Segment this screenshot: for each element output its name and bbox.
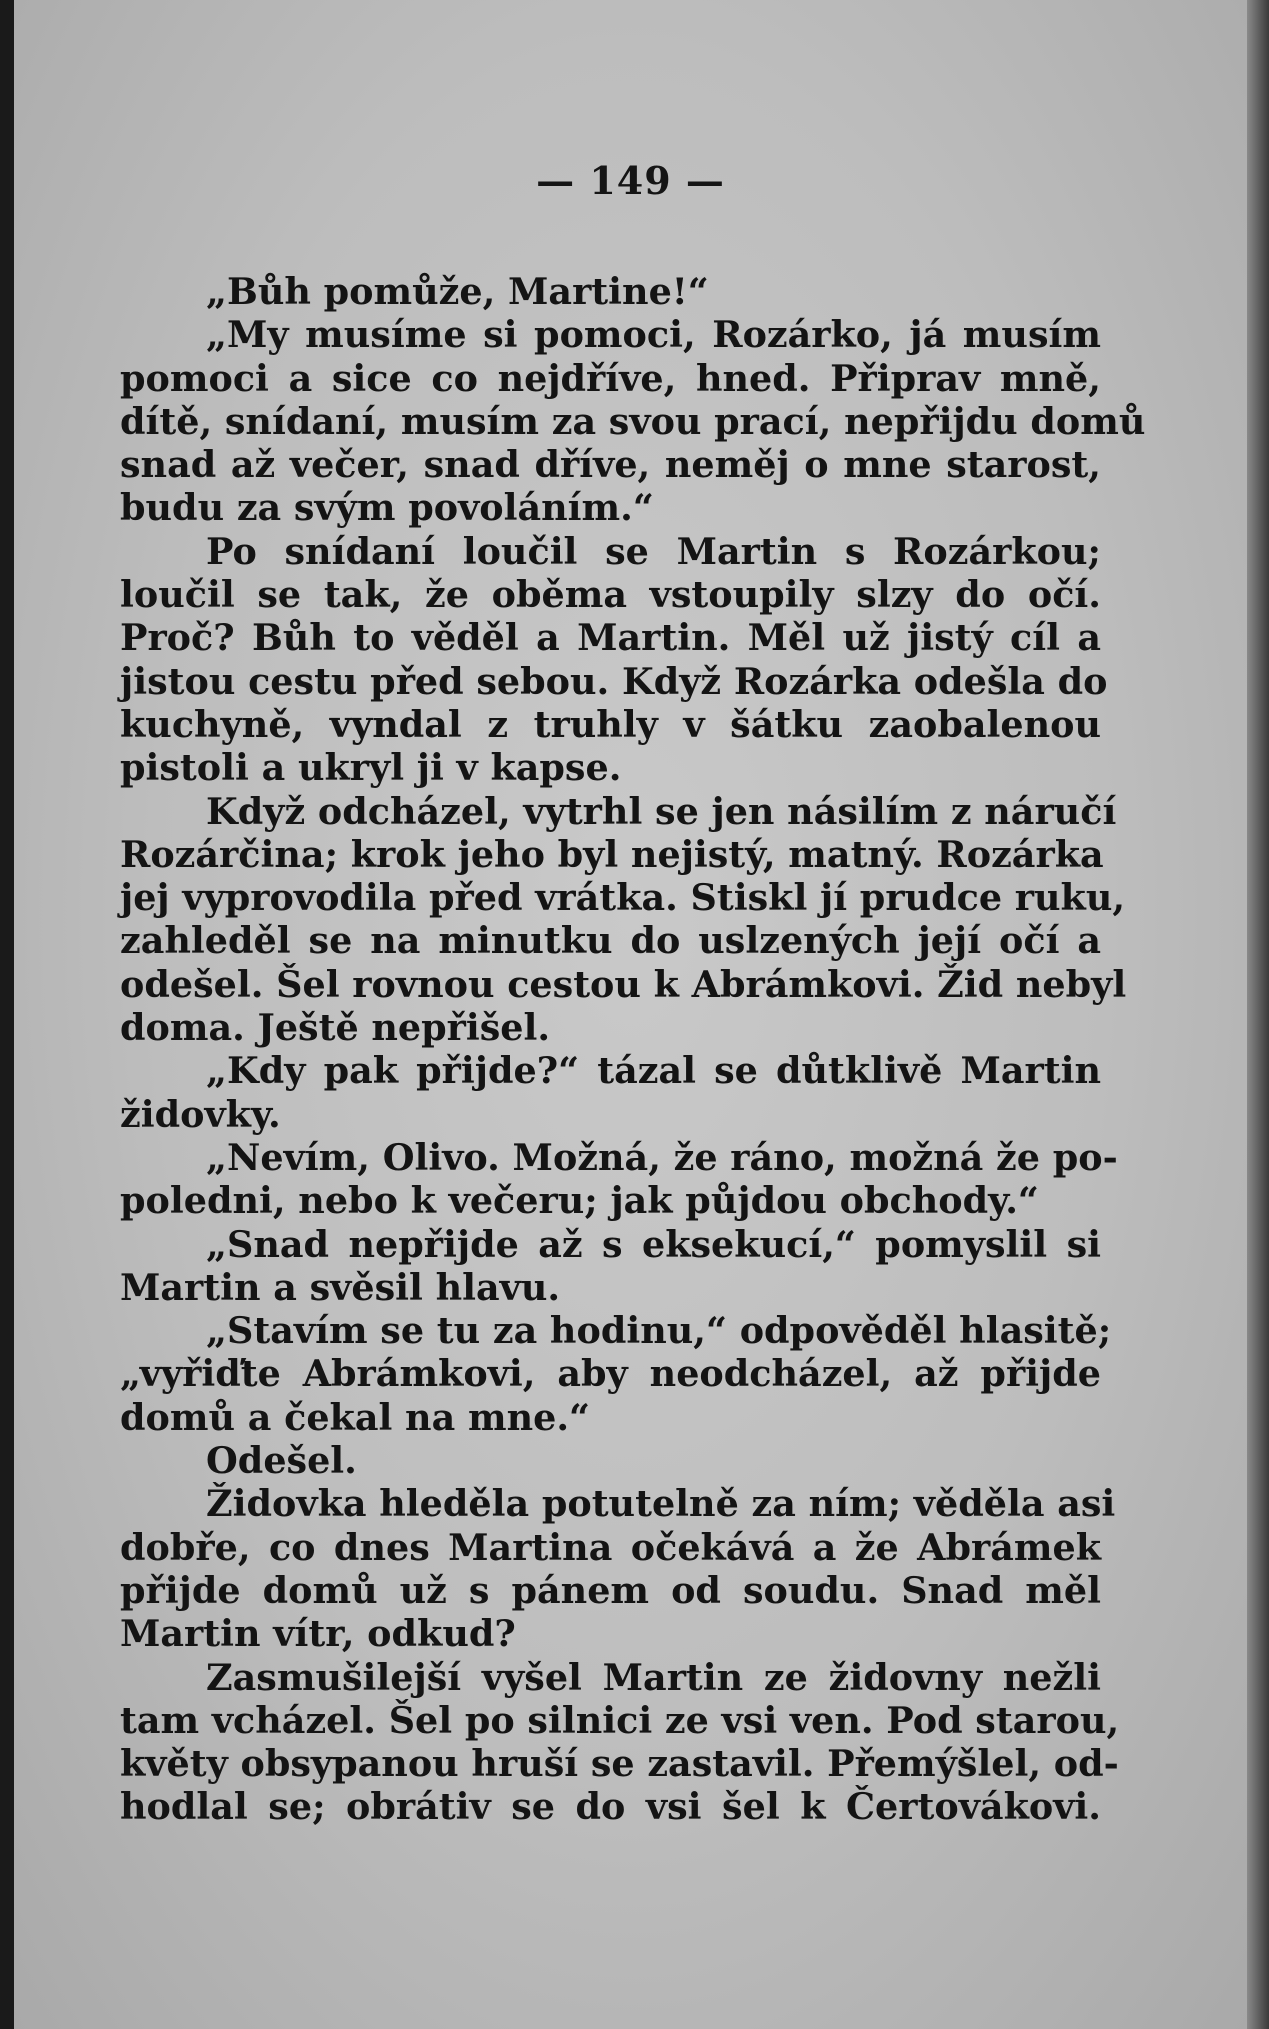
text-line: „Kdy pak přijde?“ tázal se důtklivě Martin <box>206 1049 1101 1093</box>
text-line: Rozárčina; krok jeho byl nejistý, matný. Rozárka <box>120 832 1104 876</box>
scan-right-edge <box>1247 0 1269 2029</box>
text-line: Proč? Bůh to věděl a Martin. Měl už jistý cíl a <box>120 616 1101 660</box>
text-line: Odešel. <box>206 1439 357 1483</box>
text-line: přijde domů už s pánem od soudu. Snad měl <box>120 1568 1101 1612</box>
text-line: „My musíme si pomoci, Rozárko, já musím <box>206 313 1101 357</box>
text-line: odešel. Šel rovnou cestou k Abrámkovi. Žid nebyl <box>120 962 1127 1006</box>
text-line: Když odcházel, vytrhl se jen násilím z náručí <box>206 789 1117 833</box>
text-line: budu za svým povoláním.“ <box>120 486 654 530</box>
text-line: „Snad nepřijde až s eksekucí,“ pomyslil si <box>206 1222 1101 1266</box>
text-line: loučil se tak, že oběma vstoupily slzy do očí. <box>120 573 1101 617</box>
text-line: Židovka hleděla potutelně za ním; věděla asi <box>206 1482 1116 1526</box>
page-number: — 149 — <box>536 158 725 203</box>
text-line: pomoci a sice co nejdříve, hned. Připrav mně, <box>120 356 1101 400</box>
text-line: židovky. <box>120 1092 281 1136</box>
text-line: Martin a svěsil hlavu. <box>120 1265 561 1309</box>
text-line: poledni, nebo k večeru; jak půjdou obchody.“ <box>120 1179 1039 1223</box>
body-text <box>120 270 1146 1829</box>
text-line: doma. Ještě nepřišel. <box>120 1006 551 1050</box>
text-line: dítě, snídaní, musím za svou prací, nepřijdu domů <box>120 399 1146 443</box>
text-line: pistoli a ukryl ji v kapse. <box>120 746 622 790</box>
book-page <box>14 0 1247 2029</box>
text-line: hodlal se; obrátiv se do vsi šel k Čertovákovi. <box>120 1785 1101 1829</box>
text-line: „Bůh pomůže, Martine!“ <box>206 270 709 313</box>
text-line: květy obsypanou hruší se zastavil. Přemýšlel, od- <box>120 1742 1119 1786</box>
text-line: Zasmušilejší vyšel Martin ze židovny nežli <box>206 1655 1101 1699</box>
text-line: zahleděl se na minutku do uslzených její očí a <box>120 919 1101 963</box>
text-line: „Stavím se tu za hodinu,“ odpověděl hlasitě; <box>206 1309 1112 1353</box>
text-line: snad až večer, snad dříve, neměj o mne starost, <box>120 443 1101 487</box>
text-line: tam vcházel. Šel po silnici ze vsi ven. Pod starou, <box>120 1698 1120 1742</box>
text-line: „vyřiďte Abrámkovi, aby neodcházel, až přijde <box>120 1352 1101 1396</box>
text-line: Martin vítr, odkud? <box>120 1612 516 1656</box>
text-line: kuchyně, vyndal z truhly v šátku zaobalenou <box>120 702 1101 746</box>
scan-left-edge <box>0 0 14 2029</box>
text-line: „Nevím, Olivo. Možná, že ráno, možná že po- <box>206 1135 1118 1179</box>
text-line: jej vyprovodila před vrátka. Stiskl jí prudce ruku, <box>120 876 1126 920</box>
text-line: dobře, co dnes Martina očekává a že Abrámek <box>120 1525 1101 1569</box>
text-line: domů a čekal na mne.“ <box>120 1395 591 1439</box>
text-line: jistou cestu před sebou. Když Rozárka odešla do <box>120 659 1108 703</box>
text-line: Po snídaní loučil se Martin s Rozárkou; <box>206 529 1101 573</box>
